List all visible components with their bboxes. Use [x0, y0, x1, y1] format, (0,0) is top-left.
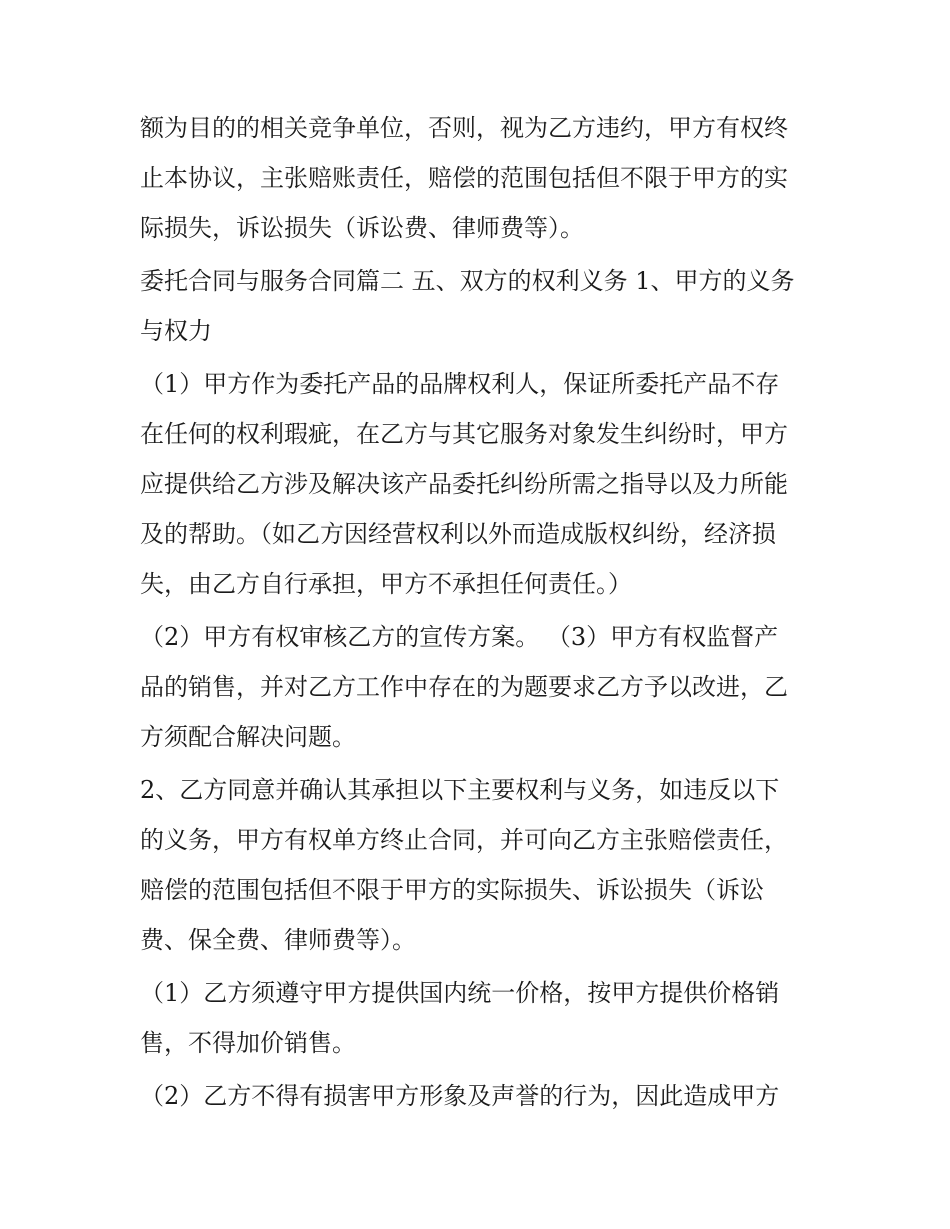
text-line: 额为目的的相关竞争单位，否则，视为乙方违约，甲方有权终 — [140, 114, 788, 142]
text-line: 的义务，甲方有权单方终止合同，并可向乙方主张赔偿责任， — [140, 826, 788, 854]
text-line: 应提供给乙方涉及解决该产品委托纠纷所需之指导以及力所能 — [140, 470, 788, 498]
text-line: 2、乙方同意并确认其承担以下主要权利与义务，如违反以下 — [140, 776, 780, 804]
text-line: （2）乙方不得有损害甲方形象及声誉的行为，因此造成甲方 — [140, 1082, 780, 1110]
text-line: 及的帮助。（如乙方因经营权利以外而造成版权纠纷，经济损 — [140, 520, 776, 548]
text-line: 费、保全费、律师费等）。 — [140, 926, 416, 954]
text-line: （1）甲方作为委托产品的品牌权利人，保证所委托产品不存 — [140, 370, 780, 398]
text-line: 品的销售，并对乙方工作中存在的为题要求乙方予以改进，乙 — [140, 673, 788, 701]
text-line: 止本协议，主张赔账责任，赔偿的范围包括但不限于甲方的实 — [140, 164, 788, 192]
text-line: （1）乙方须遵守甲方提供国内统一价格，按甲方提供价格销 — [140, 979, 780, 1007]
text-line: 与权力 — [140, 317, 212, 345]
text-line: （2）甲方有权审核乙方的宣传方案。 （3）甲方有权监督产 — [140, 623, 779, 651]
text-line: 在任何的权利瑕疵，在乙方与其它服务对象发生纠纷时，甲方 — [140, 420, 788, 448]
text-line: 赔偿的范围包括但不限于甲方的实际损失、诉讼损失（诉讼 — [140, 876, 764, 904]
text-line: 方须配合解决问题。 — [140, 723, 356, 751]
text-line: 售，不得加价销售。 — [140, 1029, 356, 1057]
text-line: 际损失，诉讼损失（诉讼费、律师费等）。 — [140, 214, 584, 242]
text-line: 失，由乙方自行承担，甲方不承担任何责任。） — [140, 570, 632, 598]
text-line: 委托合同与服务合同篇二 五、双方的权利义务 1、甲方的义务 — [140, 267, 795, 295]
